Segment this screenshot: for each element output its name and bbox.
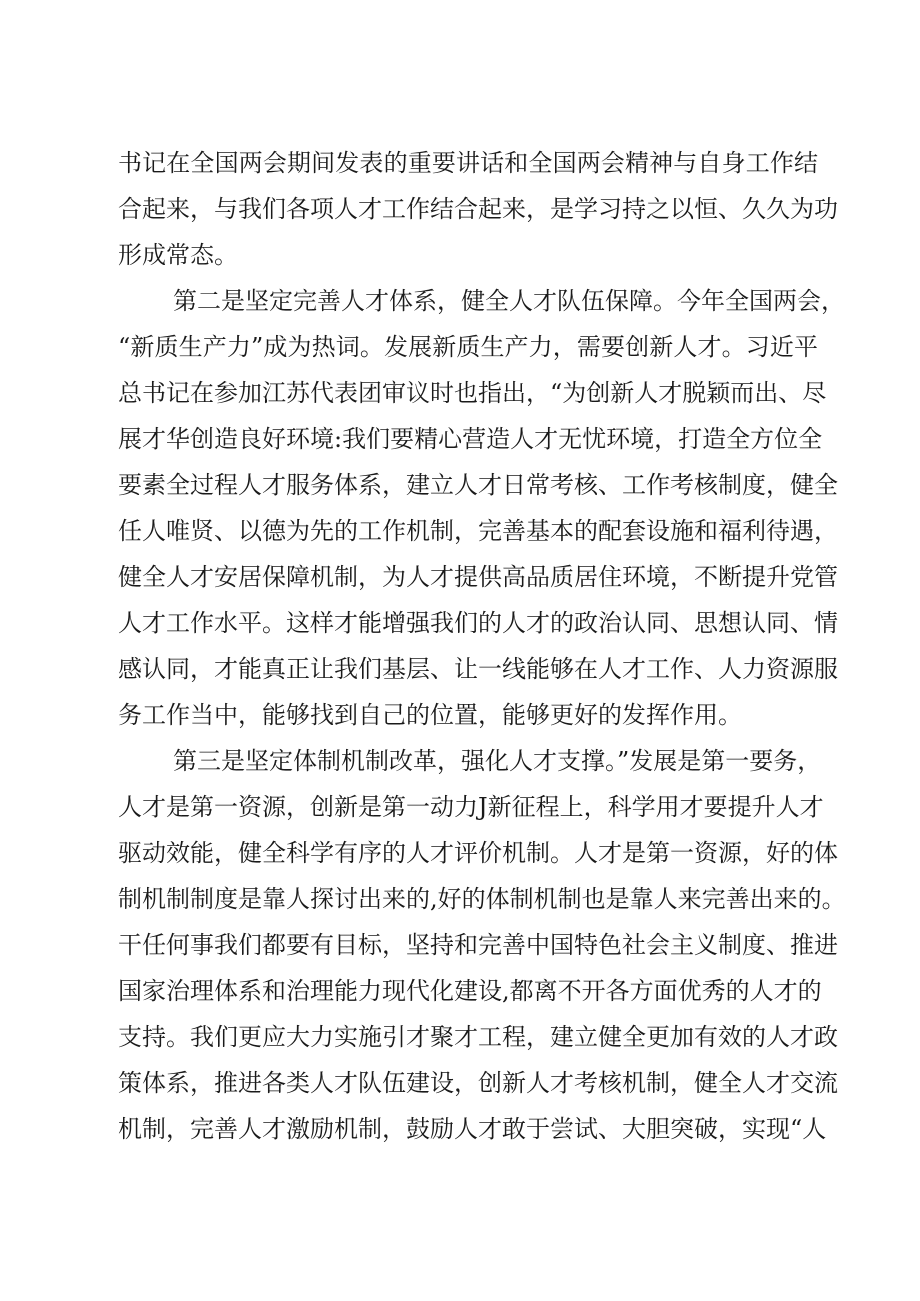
text-line: 支持。我们更应大力实施引才聚才工程，建立健全更加有效的人才政 (118, 1023, 838, 1051)
text-line: 形成常态。 (118, 241, 238, 269)
paragraph-start-line: 第二是坚定完善人才体系，健全人才队伍保障。今年全国两会， (173, 287, 845, 315)
text-line: 要素全过程人才服务体系，建立人才日常考核、工作考核制度，健全 (118, 471, 838, 499)
text-line: 健全人才安居保障机制，为人才提供高品质居住环境，不断提升党管 (118, 563, 838, 591)
paragraph-start-line: 第三是坚定体制机制改革，强化人才支撑。”发展是第一要务， (173, 747, 822, 775)
text-line: 书记在全国两会期间发表的重要讲话和全国两会精神与自身工作结 (118, 149, 818, 177)
text-line: 展才华创造良好环境:我们要精心营造人才无忧环境，打造全方位全 (118, 425, 823, 453)
text-line: 制机制制度是靠人探讨出来的,好的体制机制也是靠人来完善出来的。 (118, 885, 846, 913)
text-line: “新质生产力”成为热词。发展新质生产力，需要创新人才。习近平 (118, 333, 818, 361)
text-line: 感认同，才能真正让我们基层、让一线能够在人才工作、人力资源服 (118, 655, 838, 683)
text-line: 人才工作水平。这样才能增强我们的人才的政治认同、思想认同、情 (118, 609, 838, 637)
text-line: 合起来，与我们各项人才工作结合起来，是学习持之以恒、久久为功 (118, 195, 838, 223)
text-line: 国家治理体系和治理能力现代化建设,都离不开各方面优秀的人才的 (118, 977, 822, 1005)
text-line: 干任何事我们都要有目标，坚持和完善中国特色社会主义制度、推进 (118, 931, 838, 959)
text-line: 人才是第一资源，创新是第一动力J新征程上，科学用才要提升人才 (118, 793, 824, 821)
text-line: 务工作当中，能够找到自己的位置，能够更好的发挥作用。 (118, 701, 742, 729)
text-line: 总书记在参加江苏代表团审议时也指出，“为创新人才脱颖而出、尽 (118, 379, 827, 407)
text-line: 任人唯贤、以德为先的工作机制，完善基本的配套设施和福利待遇， (118, 517, 838, 545)
text-line: 机制，完善人才激励机制，鼓励人才敢于尝试、大胆突破，实现“人 (118, 1115, 827, 1143)
text-line: 策体系，推进各类人才队伍建设，创新人才考核机制，健全人才交流 (118, 1069, 838, 1097)
text-line: 驱动效能，健全科学有序的人才评价机制。人才是第一资源，好的体 (118, 839, 838, 867)
